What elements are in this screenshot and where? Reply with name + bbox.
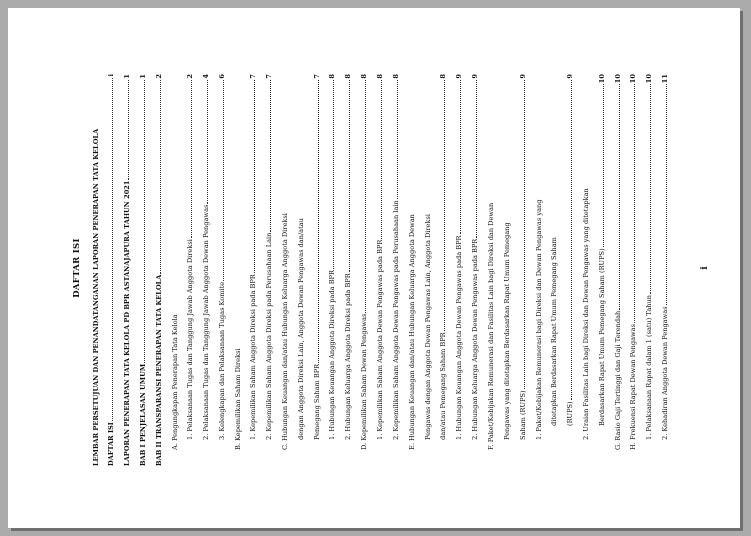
toc-entry-text: 2. Hubungan Keluarga Anggota Dewan Pengawas pada BPR: [471, 238, 479, 440]
dot-leader: [348, 80, 350, 273]
toc-entry-text: 3. Kelengkapan dan Pelaksanaan Tugas Komite: [218, 281, 226, 440]
toc-entry: [503, 74, 511, 466]
toc-entry: [123, 74, 131, 466]
toc-entry-page: 9: [455, 74, 463, 79]
rotated-page-content: [8, 8, 740, 528]
toc-entry-text: D. Kepemilikan Saham Dewan Pengawas: [360, 313, 368, 450]
dot-leader: [570, 80, 572, 401]
toc-entry-page: 10: [598, 74, 606, 84]
toc-entry-text: BAB I PENJELASAN UMUM: [139, 363, 147, 466]
dot-leader: [665, 84, 667, 305]
dot-leader: [317, 80, 319, 363]
dot-leader: [396, 80, 398, 200]
toc-entry: [582, 74, 590, 466]
toc-entry-page: 8: [439, 74, 447, 79]
dot-leader: [190, 80, 192, 239]
toc-entry: [487, 74, 495, 466]
toc-entry-text: 1. Kepemilikan Saham Anggota Dewan Pengawas pada BPR: [376, 239, 384, 440]
toc-entry-page: 7: [249, 74, 257, 79]
dot-leader: [253, 80, 255, 274]
toc-entry-text: E. Hubungan Keuangan dan/atau Hubungan Keluarga Anggota Dewan: [408, 214, 416, 450]
toc-entry-text: B. Kepemilikan Saham Direksi: [234, 348, 242, 450]
toc-entry-text: dengan Anggota Direksi Lain, Anggota Dewan Pengawas dan/atau: [297, 218, 305, 440]
toc-entry: [360, 74, 368, 466]
toc-entry-page: 1: [139, 74, 147, 79]
toc-entry-text: 1. Paket/Kebijakan Remunerasi bagi Direksi dan Dewan Pengawas yang: [535, 199, 543, 440]
toc-entry-page: 7: [313, 74, 321, 79]
dot-leader: [602, 84, 604, 247]
toc-entry-page: 4: [202, 74, 210, 79]
toc-entry: [471, 74, 479, 466]
toc-entry-text: 1. Hubungan Keuangan Anggota Direksi pada BPR: [328, 270, 336, 440]
toc-entry-page: 10: [629, 74, 637, 84]
toc-entry: [249, 74, 257, 466]
dot-leader: [127, 80, 129, 180]
toc-entry-text: Pengawas yang ditetapkan Berdasarkan Rapat Umum Pemegang: [503, 222, 511, 440]
toc-entry-text: 2. Uraian Fasilitas Lain bagi Direksi dan Dewan Pengawas yang ditetapkan: [582, 188, 590, 440]
document-page: [8, 8, 740, 528]
toc-entry-text: 2. Kehadiran Anggota Dewan Pengawas: [661, 306, 669, 440]
toc-entry-page: 1: [123, 74, 131, 79]
toc-entry-text: H. Frekuensi Rapat Dewan Pengawas: [629, 323, 637, 450]
toc-entry-page: 10: [614, 74, 622, 84]
toc-entry-text: Berdasarkan Rapat Umum Pemegang Saham (RUPS): [598, 248, 606, 426]
toc-entry: [376, 74, 384, 466]
toc-entry: [328, 74, 336, 466]
toc-entry: [171, 74, 179, 466]
toc-entry: [439, 74, 447, 466]
dot-leader: [269, 80, 271, 232]
dot-leader: [475, 80, 477, 238]
toc-entry: [234, 74, 242, 466]
toc-entry-page: 8: [344, 74, 352, 79]
toc-entry-text: G. Rasio Gaji Tertinggi dan Gaji Terendah: [614, 310, 622, 450]
toc-entry-text: F. Paket/Kebijakan Remunerasi dan Fasilitas Lain bagi Direksi dan Dewan: [487, 202, 495, 450]
toc-entry: [139, 74, 147, 466]
toc-entry-text: C. Hubungan Keuangan dan/atau Hubungan Keluarga Anggota Direksi: [281, 213, 289, 450]
toc-entry-page: 8: [392, 74, 400, 79]
toc-entry-text: Saham (RUPS): [519, 390, 527, 440]
toc-entry: [218, 74, 226, 466]
toc-entry-page: 10: [645, 74, 653, 84]
toc-entry-text: BAB II TRANSPARANSI PENERAPAN TATA KELOLA: [155, 274, 163, 466]
toc-entry-page: 8: [360, 74, 368, 79]
page-number: i: [700, 266, 710, 270]
toc-entry-text: 2. Kepemilikan Saham Anggota Direksi pada Perusahaan Lain: [265, 232, 273, 440]
dot-leader: [364, 80, 366, 313]
toc-entry: [629, 74, 637, 466]
toc-entry: [661, 74, 669, 466]
dot-leader: [111, 78, 113, 422]
toc-entry-text: LAPORAN PENERAPAN TATA KELOLA PD BPR ASTANAJAPURA TAHUN 2021: [123, 180, 131, 466]
toc-entry-page: 2: [155, 74, 163, 79]
dot-leader: [523, 80, 525, 390]
toc-entry: [281, 74, 289, 466]
toc-entry: [313, 74, 321, 466]
toc-title: DAFTAR ISI: [72, 238, 82, 298]
toc-entry-text: LEMBAR PERSETUJUAN DAN PENANDATANGANAN LAPORAN PENERAPAN TATA KELOLA: [92, 128, 100, 466]
toc-entry: [455, 74, 463, 466]
toc-entry: [408, 74, 416, 466]
dot-leader: [159, 80, 161, 274]
toc-entry: [598, 74, 606, 466]
toc-entry: [344, 74, 352, 466]
toc-entry-page: 9: [566, 74, 574, 79]
toc-entry-page: 2: [186, 74, 194, 79]
toc-entry: [297, 74, 305, 466]
dot-leader: [633, 84, 635, 323]
toc-entry-page: 6: [218, 74, 226, 79]
toc-entry-text: 2. Pelaksanaan Tugas dan Tanggung Jawab Anggota Dewan Pengawas: [202, 204, 210, 440]
toc-entry: [202, 74, 210, 466]
toc-entry-text: 1. Pelaksanaan Rapat dalam 1 (satu) Tahun: [645, 294, 653, 440]
toc-entry: [424, 74, 432, 466]
toc-entry-text: 2. Hubungan Keluarga Anggota Direksi pada BPR: [344, 273, 352, 440]
toc-entry-page: 7: [265, 74, 273, 79]
toc-entry-text: A. Pengungkapan Penerapan Tata Kelola: [171, 314, 179, 450]
toc-entry: [519, 74, 527, 466]
toc-entry: [265, 74, 273, 466]
dot-leader: [332, 80, 334, 269]
dot-leader: [222, 80, 224, 281]
toc-entry: [535, 74, 543, 466]
toc-entry-text: (RUPS): [566, 401, 574, 426]
toc-entry: [566, 74, 574, 466]
toc-entry-text: ditetapkan Berdasarkan Rapat Umum Pemegang Saham: [550, 237, 558, 426]
toc-entry-page: 9: [519, 74, 527, 79]
toc-entry-text: 2. Kepemilikan Saham Anggota Dewan Pengawas pada Perusahaan lain: [392, 200, 400, 440]
toc-entry-page: 8: [376, 74, 384, 79]
toc-entry-page: 11: [661, 74, 669, 84]
toc-entry: [186, 74, 194, 466]
dot-leader: [443, 80, 445, 332]
toc-entry: [107, 74, 115, 466]
toc-entry-text: dan/atau Pemegang Saham BPR: [439, 332, 447, 440]
toc-entry: [645, 74, 653, 466]
dot-leader: [380, 80, 382, 239]
toc-entry: [392, 74, 400, 466]
toc-entry-text: 1. Pelaksanaan Tugas dan Tanggung Jawab Anggota Direksi: [186, 239, 194, 440]
dot-leader: [206, 80, 208, 204]
toc-entry: [550, 74, 558, 466]
toc-entry: [92, 74, 100, 466]
toc-entry-text: 1. Hubungan Keuangan Anggota Dewan Pengawas pada BPR: [455, 235, 463, 440]
toc-entry-text: Pengawas dengan Anggota Dewan Pengawas Lain, Anggota Direksi: [424, 214, 432, 440]
toc-entry-text: 1. Kepemilikan Saham Anggota Direksi pada BPR: [249, 274, 257, 440]
toc-entry-text: Pemegang Saham BPR: [313, 363, 321, 440]
toc-entry-page: i: [107, 74, 115, 77]
toc-entry-page: 9: [471, 74, 479, 79]
dot-leader: [459, 80, 461, 235]
toc-entry: [155, 74, 163, 466]
dot-leader: [143, 80, 145, 363]
dot-leader: [618, 84, 620, 310]
dot-leader: [649, 84, 651, 294]
toc-entry-page: 8: [328, 74, 336, 79]
toc-entry-text: DAFTAR ISI: [107, 422, 115, 466]
toc-entry: [614, 74, 622, 466]
